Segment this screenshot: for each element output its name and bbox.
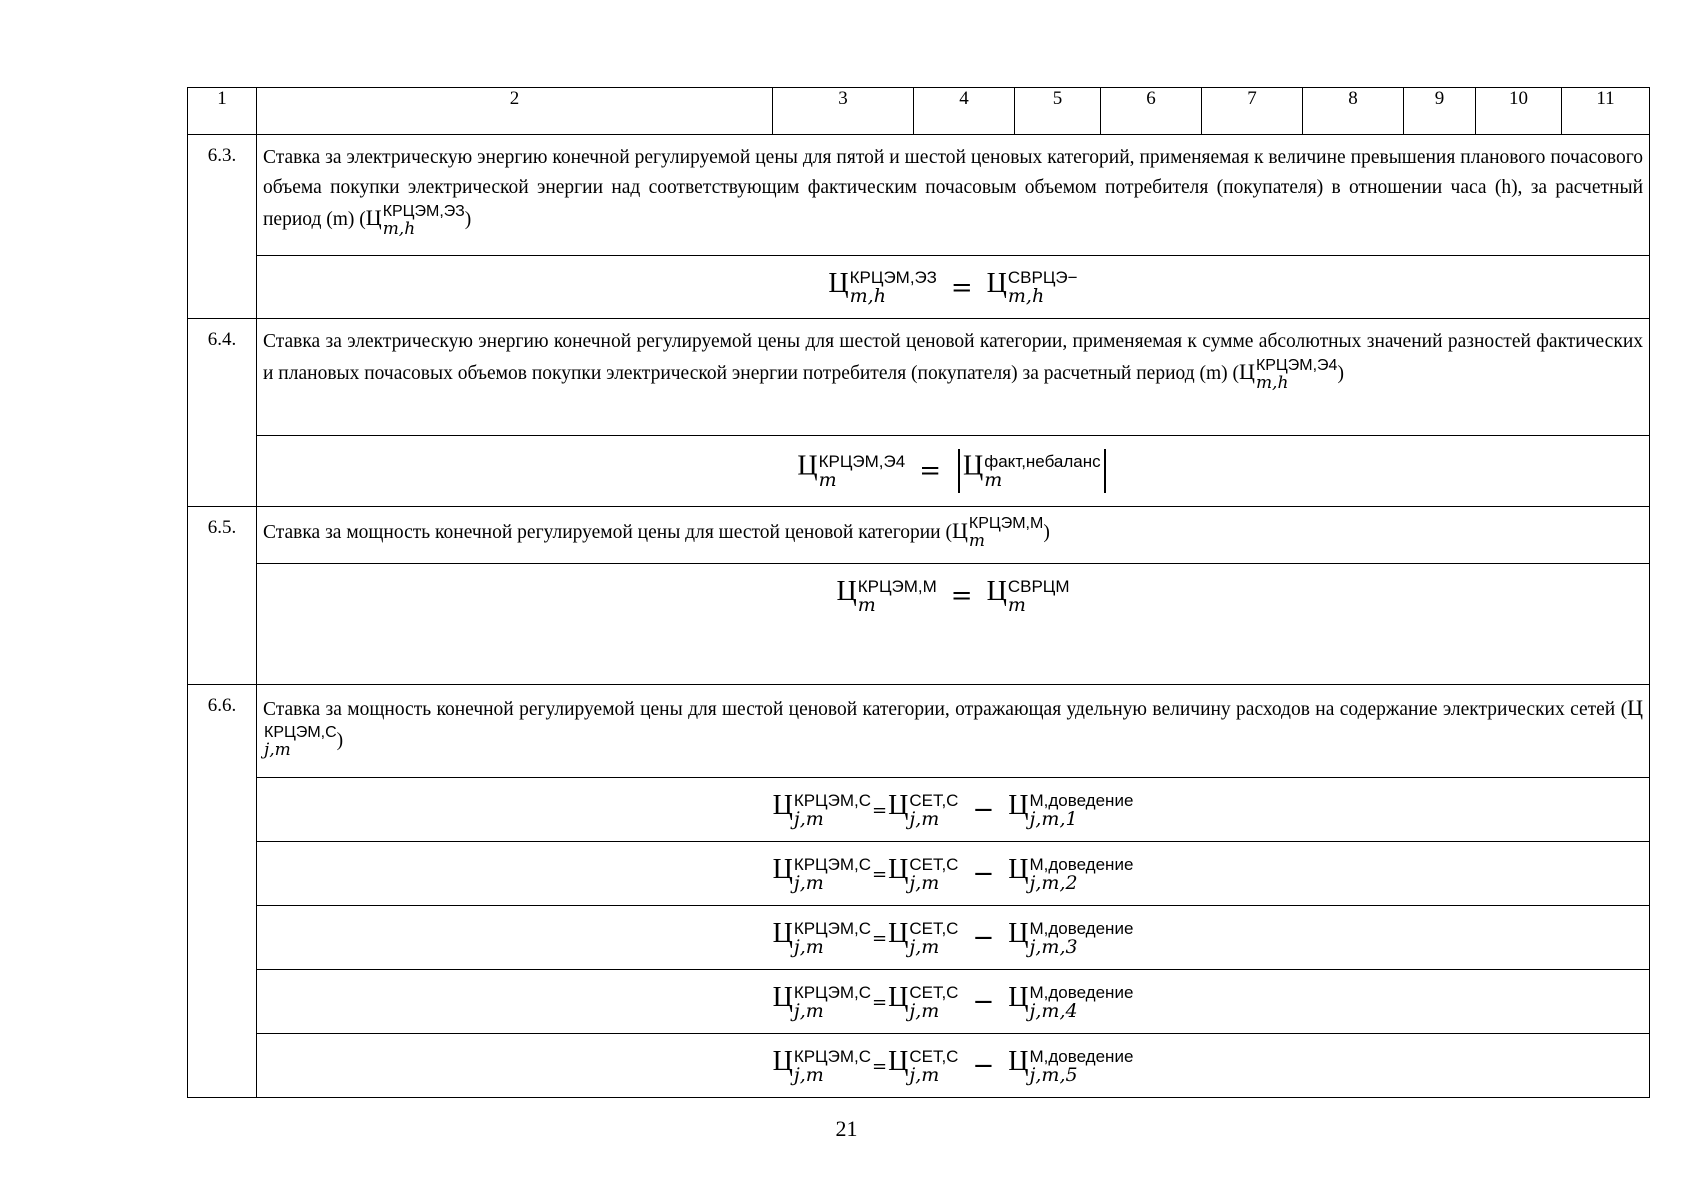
header-cell: 10 — [1476, 88, 1562, 135]
header-cell: 4 — [914, 88, 1015, 135]
description-text: Ставка за мощность конечной регулируемой цены для шестой ценовой категории, отражающая удельную величину расходов на содержание электрических сетей — [263, 699, 1616, 720]
header-row — [188, 88, 1650, 135]
row-number: 6.6. — [188, 685, 257, 1098]
row-6-4-formula — [188, 436, 1650, 507]
inline-symbol: (Ц КРЦЭМ,М m ) — [945, 515, 1050, 552]
inline-symbol: (Ц КРЦЭМ,C j,m ) — [264, 695, 1643, 760]
row-description — [257, 135, 1650, 256]
header-cell: 9 — [1404, 88, 1476, 135]
inline-symbol: (Ц КРЦЭМ,Э4 m,h ) — [1232, 356, 1344, 393]
page-number: 21 — [835, 1116, 858, 1141]
row-6-6-formula-5 — [188, 1034, 1650, 1098]
row-description — [257, 319, 1650, 436]
header-cell: 6 — [1101, 88, 1202, 135]
row-6-3-formula — [188, 256, 1650, 319]
formula-cell: Ц КРЦЭМ,ЭЗ m,h = Ц СВРЦЭ− m,h — [257, 256, 1650, 319]
header-cell: 7 — [1202, 88, 1303, 135]
row-6-3-description — [188, 135, 1650, 256]
header-cell: 8 — [1303, 88, 1404, 135]
description-text: Ставка за электрическую энергию конечной регулируемой цены для пятой и шестой ценовых категорий, применяемая к величине превышения планового почасового объема покупки электрической энергии над соответствующим фактическим почасовым объемом потребителя (покупателя) в отношении часа (h), за расчетный период (m) — [263, 147, 1643, 230]
header-cell: 3 — [773, 88, 914, 135]
row-6-6-formula-2 — [188, 842, 1650, 906]
tariff-table — [187, 87, 1650, 1098]
header-cell: 1 — [188, 88, 257, 135]
formula-cell: Ц КРЦЭМ,C j,m =Ц СЕТ,C j,m − Ц М,доведение j,m,5 — [257, 1034, 1650, 1098]
header-cell: 11 — [1562, 88, 1650, 135]
formula-cell: Ц КРЦЭМ,C j,m =Ц СЕТ,C j,m − Ц М,доведение j,m,2 — [257, 842, 1650, 906]
row-number: 6.3. — [188, 135, 257, 319]
header-cell: 2 — [257, 88, 773, 135]
formula-cell: Ц КРЦЭМ,C j,m =Ц СЕТ,C j,m − Ц М,доведение j,m,1 — [257, 778, 1650, 842]
formula-cell: Ц КРЦЭМ,Э4 m = Ц факт,небаланс m — [257, 436, 1650, 507]
row-description — [257, 685, 1650, 778]
abs-bar-right — [1104, 449, 1106, 493]
row-6-5-description — [188, 507, 1650, 564]
abs-bar-left — [958, 449, 960, 493]
row-6-6-description — [188, 685, 1650, 778]
row-6-6-formula-3 — [188, 906, 1650, 970]
row-number: 6.5. — [188, 507, 257, 685]
formula-cell: Ц КРЦЭМ,C j,m =Ц СЕТ,C j,m − Ц М,доведение j,m,4 — [257, 970, 1650, 1034]
row-6-6-formula-4 — [188, 970, 1650, 1034]
description-text: Ставка за электрическую энергию конечной регулируемой цены для шестой ценовой категории, применяемая к сумме абсолютных значений разностей фактических и плановых почасовых объемов покупки электрической энергии потребителя (покупателя) за расчетный период (m) — [263, 331, 1643, 384]
formula-cell: Ц КРЦЭМ,C j,m =Ц СЕТ,C j,m − Ц М,доведение j,m,3 — [257, 906, 1650, 970]
row-number: 6.4. — [188, 319, 257, 507]
row-6-4-description — [188, 319, 1650, 436]
row-6-5-formula — [188, 564, 1650, 685]
row-6-6-formula-1 — [188, 778, 1650, 842]
formula-cell: Ц КРЦЭМ,М m = Ц СВРЦМ m — [257, 564, 1650, 685]
row-description — [257, 507, 1650, 564]
description-text: Ставка за мощность конечной регулируемой цены для шестой ценовой категории — [263, 521, 941, 543]
inline-symbol: (Ц КРЦЭМ,ЭЗ m,h ) — [359, 202, 472, 239]
header-cell: 5 — [1015, 88, 1101, 135]
